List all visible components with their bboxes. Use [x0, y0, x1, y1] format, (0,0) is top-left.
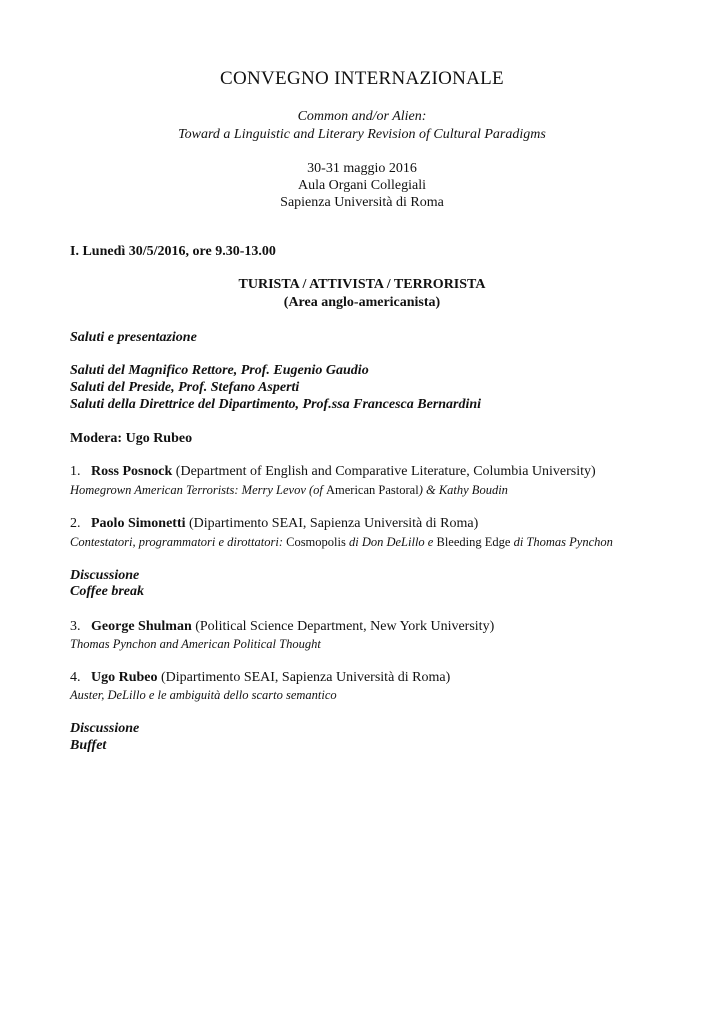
talk-1-title-part-a: Homegrown American Terrorists: Merry Levov (of [70, 483, 326, 497]
subtitle-line-1: Common and/or Alien: [297, 109, 427, 124]
discussion-1: Discussione [70, 568, 140, 583]
discussion-2: Discussione [70, 721, 140, 736]
talk-1-header [70, 464, 596, 480]
session-area: (Area anglo-americanista) [283, 295, 441, 310]
subtitle-line-2: Toward a Linguistic and Literary Revision of Cultural Paradigms [178, 127, 546, 142]
talk-2-title-part-e: di Thomas Pynchon [510, 535, 613, 549]
session-title: TURISTA / ATTIVISTA / TERRORISTA [238, 277, 486, 292]
coffee-break: Coffee break [70, 584, 144, 599]
talk-4-number: 4. [70, 670, 81, 685]
event-institution: Sapienza Università di Roma [280, 195, 444, 210]
talk-4-title: Auster, DeLillo e le ambiguità dello scarto semantico [70, 688, 337, 702]
talk-1-title-part-c: ) & Kathy Boudin [418, 483, 508, 497]
event-venue: Aula Organi Collegiali [297, 178, 427, 193]
talk-1-affiliation: (Department of English and Comparative Literature, Columbia University) [172, 464, 596, 479]
talk-2-number: 2. [70, 516, 81, 531]
talk-3-speaker: George Shulman [91, 619, 192, 634]
page-title: CONVEGNO INTERNAZIONALE [220, 68, 504, 89]
talk-2-affiliation: (Dipartimento SEAI, Sapienza Università di Roma) [185, 516, 479, 531]
talk-2-title [70, 535, 613, 550]
talk-4-affiliation: (Dipartimento SEAI, Sapienza Università di Roma) [157, 670, 451, 685]
talk-1-speaker: Ross Posnock [91, 464, 173, 479]
talk-3-title: Thomas Pynchon and American Political Thought [70, 637, 321, 651]
talk-4-speaker: Ugo Rubeo [91, 670, 158, 685]
talk-2-header [70, 516, 478, 532]
talk-3-number: 3. [70, 619, 81, 634]
greeting-rector: Saluti del Magnifico Rettore, Prof. Eugenio Gaudio [70, 363, 369, 378]
talk-2-title-work-2: Bleeding Edge [436, 535, 511, 549]
talk-3-affiliation: (Political Science Department, New York University) [191, 619, 495, 634]
talk-1-title-work: American Pastoral [326, 483, 419, 497]
talk-1-title [70, 483, 508, 498]
moderator: Modera: Ugo Rubeo [70, 431, 193, 446]
talk-2-title-part-a: Contestatori, programmatori e dirottatori: [70, 535, 287, 549]
greeting-dean: Saluti del Preside, Prof. Stefano Asperti [70, 380, 300, 395]
talk-3-header [70, 619, 494, 635]
talk-2-title-part-c: di Don DeLillo e [345, 535, 437, 549]
greeting-director: Saluti della Direttrice del Dipartimento, Prof.ssa Francesca Bernardini [70, 397, 482, 412]
buffet: Buffet [70, 738, 107, 753]
talk-4-header [70, 670, 450, 686]
talk-1-number: 1. [70, 464, 81, 479]
talk-2-speaker: Paolo Simonetti [91, 516, 186, 531]
talk-2-title-work-1: Cosmopolis [286, 535, 346, 549]
event-date: 30-31 maggio 2016 [307, 161, 417, 176]
session-heading: I. Lunedì 30/5/2016, ore 9.30-13.00 [70, 244, 276, 259]
opening-label: Saluti e presentazione [70, 330, 197, 345]
